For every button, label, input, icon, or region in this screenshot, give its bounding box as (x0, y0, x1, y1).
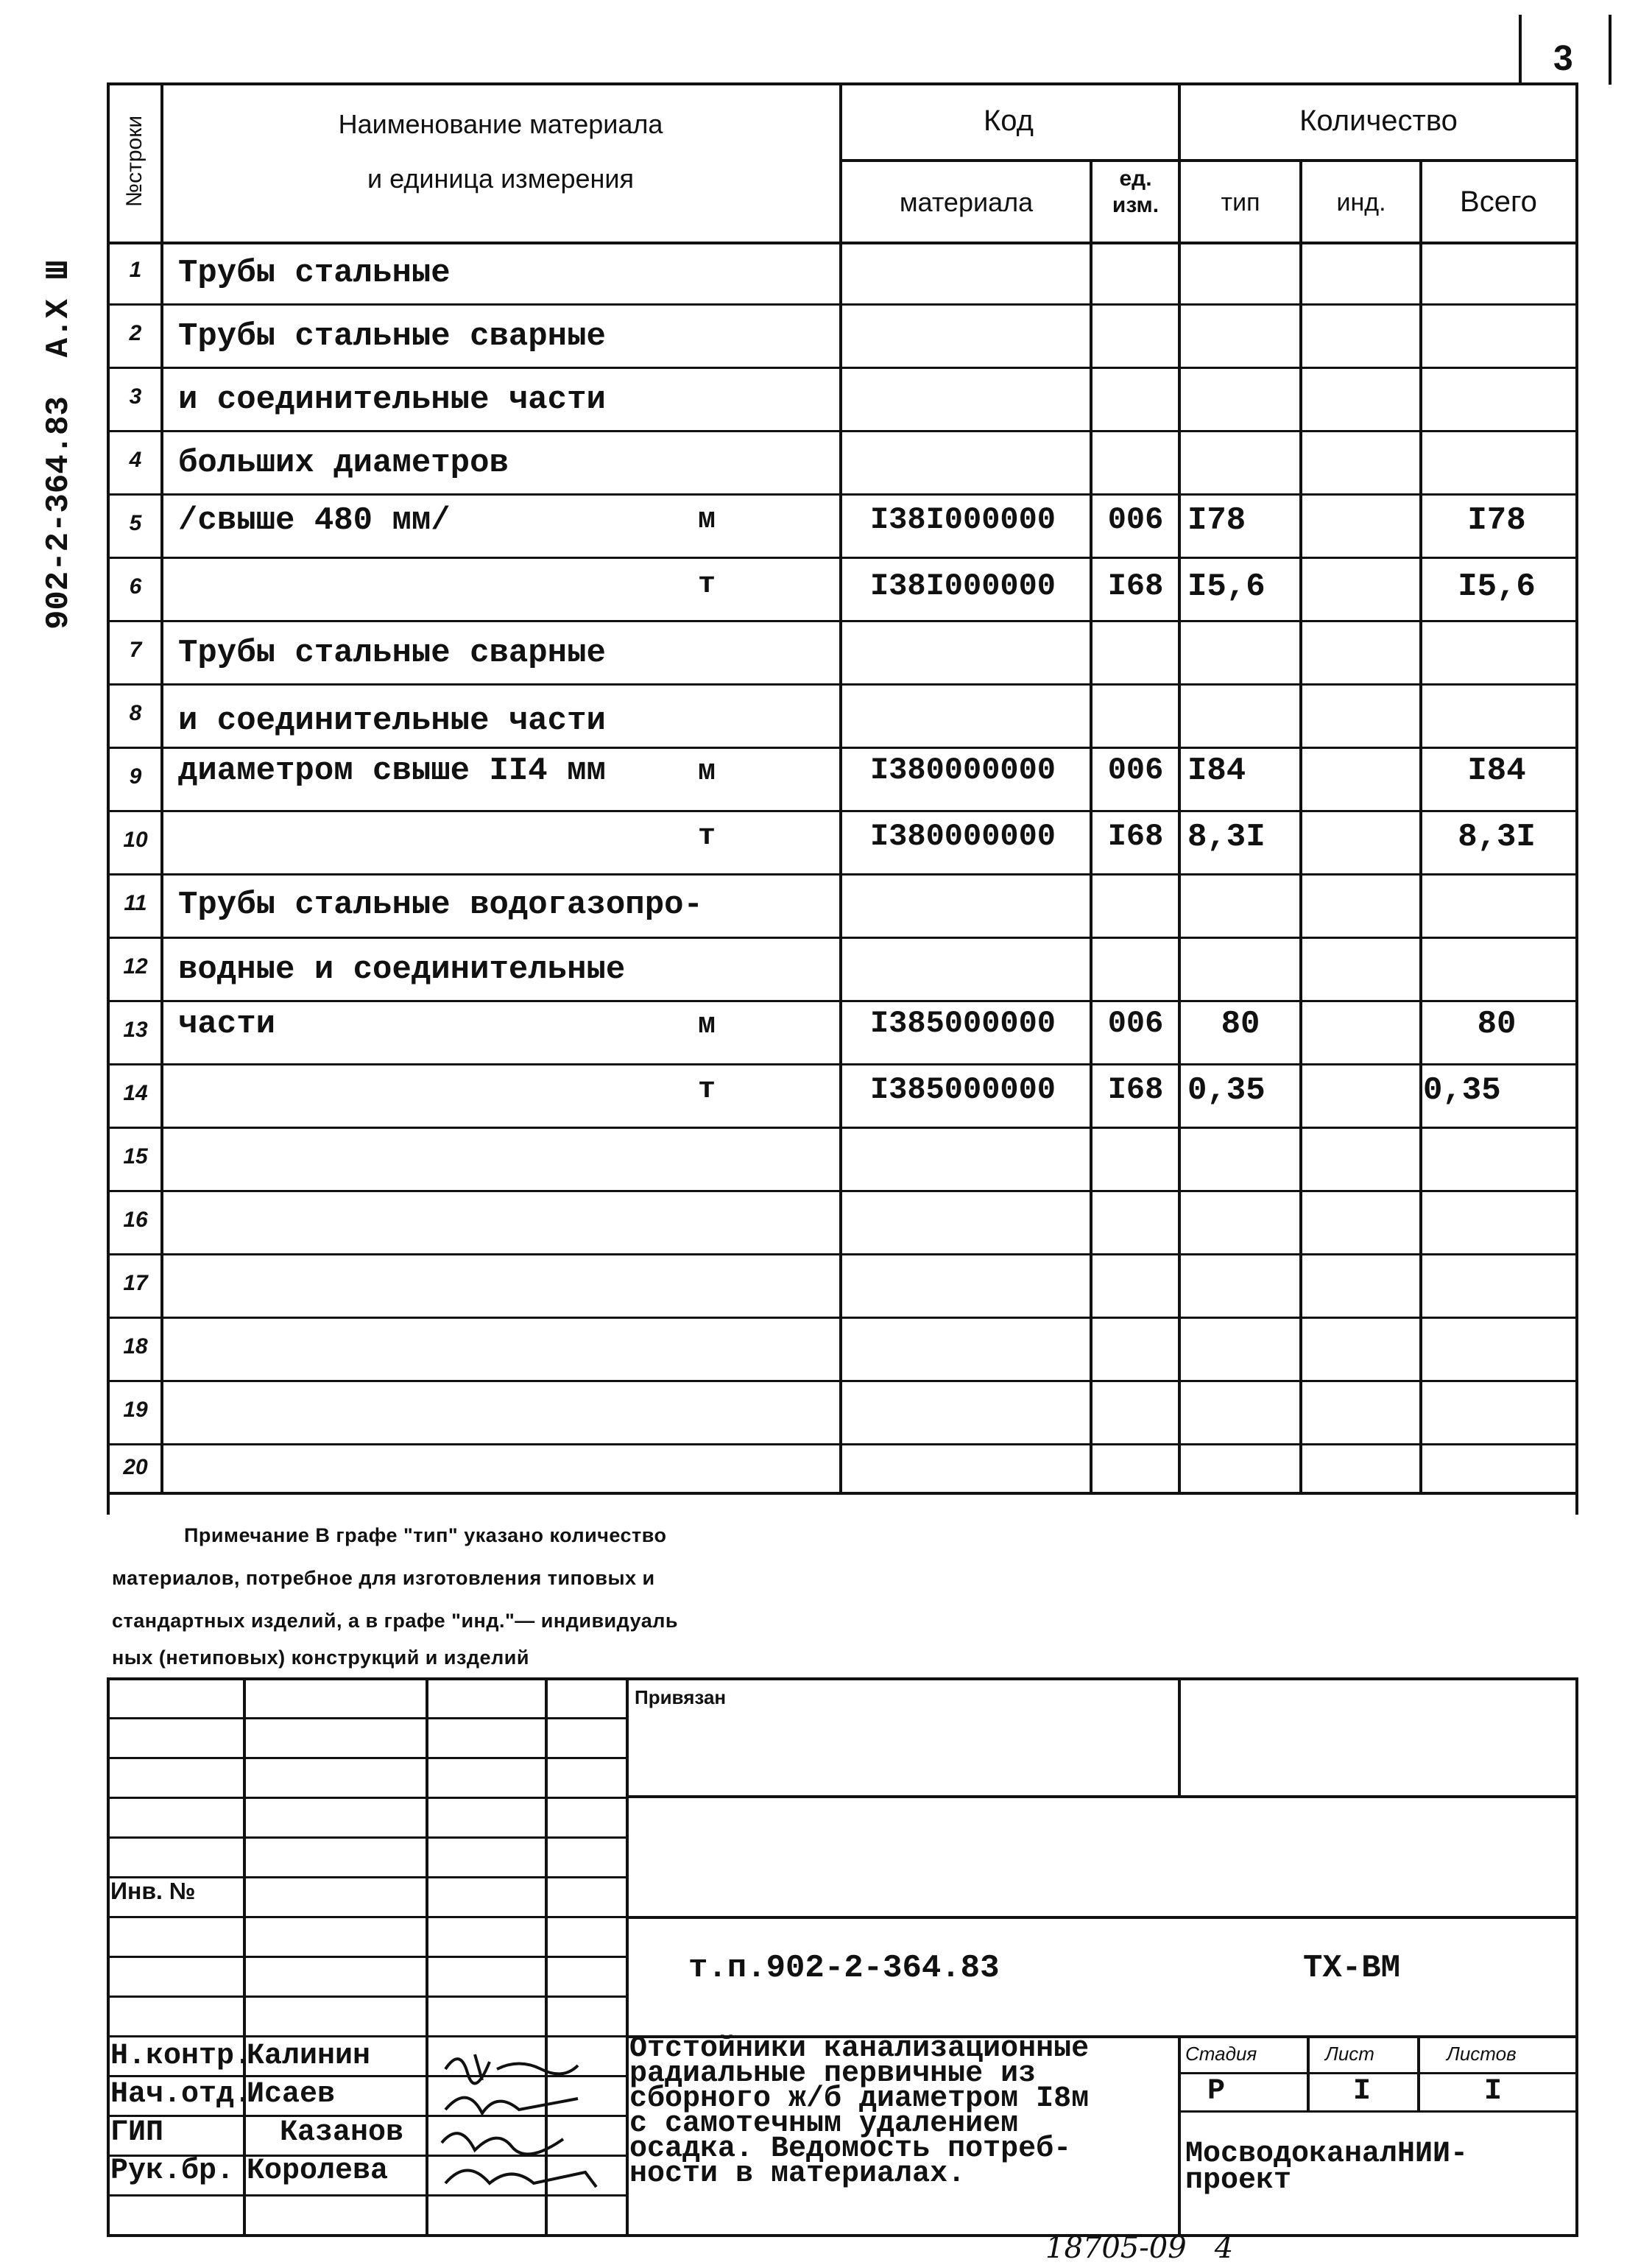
row-line (107, 303, 1578, 306)
unit-code: 006 (1107, 1006, 1164, 1041)
header-unit-line2: изм. (1112, 193, 1159, 217)
title-line: сборного ж/б диаметром I8м (629, 2082, 1090, 2116)
header-unit-line1: ед. (1119, 166, 1152, 191)
unit-label: т (697, 568, 716, 602)
row-number: 19 (123, 1398, 148, 1422)
signer-name: Исаев (247, 2078, 336, 2111)
row-line (107, 1380, 1578, 1382)
row-number: 8 (129, 701, 142, 725)
organization-name (1185, 2138, 1469, 2197)
row-number: 6 (129, 574, 142, 599)
signer-name: Калинин (247, 2040, 371, 2073)
material-code: I385000000 (869, 1072, 1056, 1107)
signer-name: Королева (247, 2155, 389, 2188)
row-line (107, 937, 1578, 939)
qty-tip: I5,6 (1187, 568, 1266, 605)
document-title (629, 2032, 1090, 2191)
note-line: Примечание В графе "тип" указано количество (184, 1524, 667, 1546)
stamp-grid-line (107, 1757, 626, 1759)
qty-tip: I84 (1187, 753, 1246, 789)
header-material: материала (899, 187, 1034, 217)
unit-code: 006 (1107, 502, 1164, 538)
stamp-grid-line (107, 1995, 626, 1998)
qty-total: 0,35 (1423, 1072, 1501, 1109)
table-bottom-line (107, 1492, 1578, 1495)
privyazan-label: Привязан (635, 1686, 727, 1708)
header-quantity: Количество (1299, 105, 1458, 137)
row-number: 20 (123, 1455, 148, 1479)
row-line (107, 873, 1578, 876)
material-name: больших диаметров (178, 445, 509, 482)
row-number: 5 (129, 511, 142, 535)
row-number: 2 (129, 321, 142, 345)
side-document-code (29, 169, 88, 630)
inventory-number-label: Инв. № (110, 1878, 196, 1904)
header-bottom-line (107, 242, 1578, 244)
note-line: стандартных изделий, а в графе "инд."— индивидуаль (112, 1610, 679, 1632)
title-line: осадка. Ведомость потреб- (629, 2132, 1072, 2166)
stamp-grid-line (626, 1916, 1578, 1919)
title-line: радиальные первичные из (629, 2057, 1037, 2090)
unit-code: I68 (1107, 1072, 1164, 1107)
stamp-grid-line (107, 1717, 626, 1719)
footer-number: 18705-09 4 (1045, 2231, 1234, 2265)
row-number: 15 (123, 1144, 148, 1169)
stamp-grid-line (107, 1797, 626, 1799)
stamp-bottom-line (107, 2234, 1578, 2237)
qty-total: 80 (1477, 1006, 1517, 1043)
unit-label: м (697, 504, 716, 537)
corner-divider (1609, 15, 1612, 85)
material-code: I380000000 (869, 753, 1056, 788)
row-number: 17 (123, 1271, 148, 1295)
stamp-grid-line (1417, 2035, 1420, 2110)
row-number: 7 (129, 638, 142, 662)
qty-tip: 0,35 (1187, 1072, 1266, 1109)
title-line: Отстойники канализационные (629, 2032, 1090, 2065)
document-code: т.п.902-2-364.83 (688, 1950, 1000, 1987)
material-name: и соединительные части (178, 381, 606, 418)
row-line (107, 1000, 1578, 1002)
stamp-grid-line (1178, 1677, 1181, 1795)
row-line (107, 810, 1578, 812)
side-code-text: 902-2-364.83 (40, 396, 77, 630)
stamp-grid-line (1178, 2072, 1578, 2074)
header-split-line (839, 159, 1578, 162)
title-line: ности в материалах. (629, 2157, 966, 2191)
qty-total: I5,6 (1458, 568, 1536, 605)
header-name-line2: и единица измерения (367, 163, 634, 194)
col-divider-ind (1419, 159, 1422, 1493)
row-number: 10 (123, 828, 148, 852)
header-ind: инд. (1336, 189, 1386, 216)
material-name: диаметром свыше II4 мм (178, 753, 606, 789)
stamp-grid-line (107, 2035, 626, 2037)
unit-label: м (697, 755, 716, 789)
row-line (107, 367, 1578, 369)
stamp-grid-line (626, 1795, 1578, 1798)
header-tip: тип (1221, 189, 1260, 216)
material-code: I38I000000 (869, 502, 1056, 538)
material-name: и соединительные части (178, 702, 606, 739)
row-number: 12 (123, 954, 148, 979)
material-code: I38I000000 (869, 568, 1056, 604)
stamp-grid-line (107, 1916, 626, 1918)
sheet-label: Лист (1325, 2043, 1374, 2065)
col-divider-unit (1090, 159, 1092, 1493)
row-line (107, 683, 1578, 686)
material-name: Трубы стальные сварные (178, 318, 606, 355)
material-code: I380000000 (869, 819, 1056, 854)
row-number: 14 (123, 1081, 148, 1105)
header-code: Код (983, 105, 1034, 137)
document-mark: ТХ-ВМ (1303, 1950, 1401, 1987)
note-line: материалов, потребное для изготовления типовых и (112, 1567, 655, 1589)
title-line: с самотечным удалением (629, 2107, 1019, 2141)
note-line: ных (нетиповых) конструкций и изделий (112, 1646, 529, 1669)
header-row-number (110, 85, 159, 240)
row-line (107, 1127, 1578, 1129)
signer-role: Рук.бр. (110, 2155, 235, 2188)
sheet-corner-number: 3 (1553, 39, 1573, 78)
side-suffix-text: А.Х Ш (40, 260, 77, 358)
stamp-right-line (1575, 1677, 1578, 2237)
org-line: МосводоканалНИИ- (1185, 2138, 1469, 2171)
stamp-grid-line (1178, 2110, 1578, 2113)
table-border-top (107, 82, 1578, 85)
stamp-grid-line (107, 1956, 626, 1958)
row-line (107, 1443, 1578, 1445)
col-divider-rownum (160, 82, 163, 1493)
row-line (107, 1190, 1578, 1192)
sheets-value: I (1484, 2075, 1503, 2108)
org-line: проект (1185, 2164, 1292, 2197)
signer-role: Нач.отд. (110, 2078, 253, 2111)
qty-tip: I78 (1187, 502, 1246, 539)
qty-total: 8,3I (1458, 819, 1536, 856)
row-line (107, 1317, 1578, 1319)
signer-role: ГИП (110, 2116, 164, 2149)
col-divider-qty (1178, 82, 1181, 1493)
header-name-line1: Наименование материала (338, 109, 663, 139)
signer-role: Н.контр. (110, 2040, 253, 2073)
row-number: 13 (123, 1018, 148, 1042)
signatures-image (431, 2040, 615, 2202)
row-line (107, 1063, 1578, 1065)
stage-value: Р (1207, 2075, 1226, 2108)
unit-code: 006 (1107, 753, 1164, 788)
material-name: части (178, 1006, 276, 1043)
table-border-right (1575, 82, 1578, 1515)
row-line (107, 430, 1578, 432)
stage-label: Стадия (1185, 2043, 1257, 2065)
material-code: I385000000 (869, 1006, 1056, 1041)
corner-divider (1519, 15, 1522, 85)
row-number: 11 (124, 891, 147, 915)
row-number: 4 (129, 448, 142, 472)
material-name: /свыше 480 мм/ (178, 502, 451, 539)
unit-code: I68 (1107, 568, 1164, 604)
stamp-grid-line (1178, 2035, 1181, 2234)
row-line (107, 620, 1578, 622)
sheet-value: I (1353, 2075, 1372, 2108)
row-number: 18 (123, 1334, 148, 1359)
stamp-grid-line (626, 1677, 629, 2234)
row-line (107, 493, 1578, 496)
material-name: Трубы стальные (178, 255, 451, 292)
stamp-grid-line (107, 1836, 626, 1839)
row-line (107, 557, 1578, 559)
unit-code: I68 (1107, 819, 1164, 854)
qty-total: I84 (1467, 753, 1526, 789)
header-row-number-label: №строки (122, 115, 147, 208)
row-line (107, 747, 1578, 749)
material-name: Трубы стальные сварные (178, 635, 606, 672)
stamp-top-line (107, 1677, 1578, 1680)
qty-tip: 80 (1221, 1006, 1260, 1043)
row-number: 9 (129, 764, 142, 789)
qty-total: I78 (1467, 502, 1526, 539)
row-number: 3 (129, 384, 142, 409)
row-number: 16 (123, 1208, 148, 1232)
qty-tip: 8,3I (1187, 819, 1266, 856)
stamp-grid-line (1307, 2035, 1310, 2110)
unit-label: т (697, 1074, 716, 1107)
material-name: водные и соединительные (178, 951, 626, 988)
sheets-label: Листов (1447, 2043, 1517, 2065)
unit-label: м (697, 1009, 716, 1042)
row-number: 1 (129, 258, 142, 282)
signer-name: Казанов (280, 2116, 404, 2149)
material-name: Трубы стальные водогазопро- (178, 887, 703, 923)
row-line (107, 1253, 1578, 1255)
unit-label: т (697, 820, 716, 853)
table-border-left (107, 82, 110, 1515)
header-total: Всего (1460, 186, 1537, 218)
